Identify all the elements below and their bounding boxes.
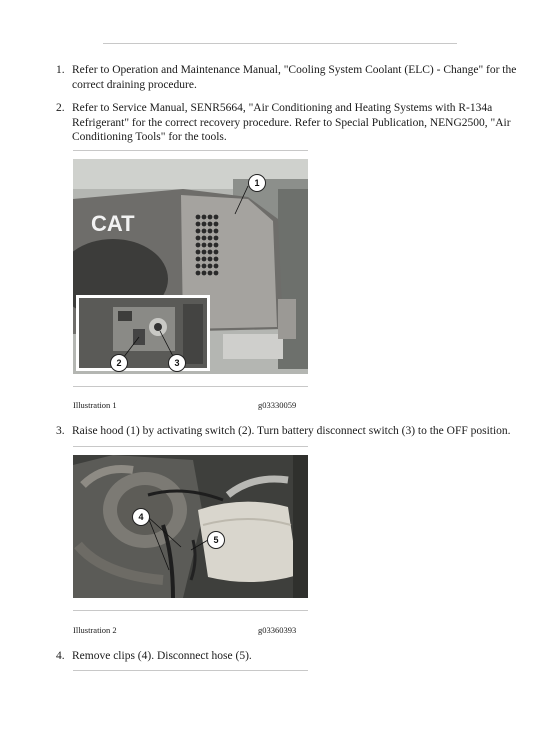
step-1 (56, 63, 526, 92)
step-text: Refer to Service Manual, SENR5664, "Air Conditioning and Heating Systems with R-134a Refrigerant" for the correct recovery procedure. Refer to Special Publication, NENG2500, "Air Conditioning Tools" for the tools. (72, 102, 511, 143)
illustration-2-photo (73, 455, 308, 598)
engine-photo-graphic (73, 455, 308, 598)
step-number: 4. (56, 650, 65, 662)
step-number: 1. (56, 64, 65, 76)
illustration-1-code: g03330059 (258, 400, 297, 410)
figure-1-bottom-rule (73, 386, 308, 387)
step-2 (56, 101, 526, 145)
callout-2: 2 (110, 354, 128, 372)
illustration-1-label: Illustration 1 (73, 400, 117, 410)
callout-1: 1 (248, 174, 266, 192)
callout-4: 4 (132, 508, 150, 526)
hood-photo-graphic (73, 159, 308, 374)
step-number: 3. (56, 425, 65, 437)
illustration-2-label: Illustration 2 (73, 625, 117, 635)
step-3 (56, 424, 546, 439)
figure-2-bottom-rule (73, 610, 308, 611)
step-4 (56, 649, 526, 664)
illustration-2-code: g03360393 (258, 625, 297, 635)
step-text: Remove clips (4). Disconnect hose (5). (72, 650, 252, 662)
figure-2-top-rule (73, 446, 308, 447)
top-divider (103, 43, 457, 44)
bottom-divider (73, 670, 308, 671)
step-text: Refer to Operation and Maintenance Manual, "Cooling System Coolant (ELC) - Change" for the correct draining procedure. (72, 64, 517, 91)
callout-3: 3 (168, 354, 186, 372)
step-number: 2. (56, 102, 65, 114)
step-text: Raise hood (1) by activating switch (2). Turn battery disconnect switch (3) to the OFF position. (72, 425, 511, 437)
callout-5: 5 (207, 531, 225, 549)
cat-logo: CAT (91, 211, 135, 236)
illustration-1-photo (73, 159, 308, 374)
figure-1-top-rule (73, 150, 308, 151)
